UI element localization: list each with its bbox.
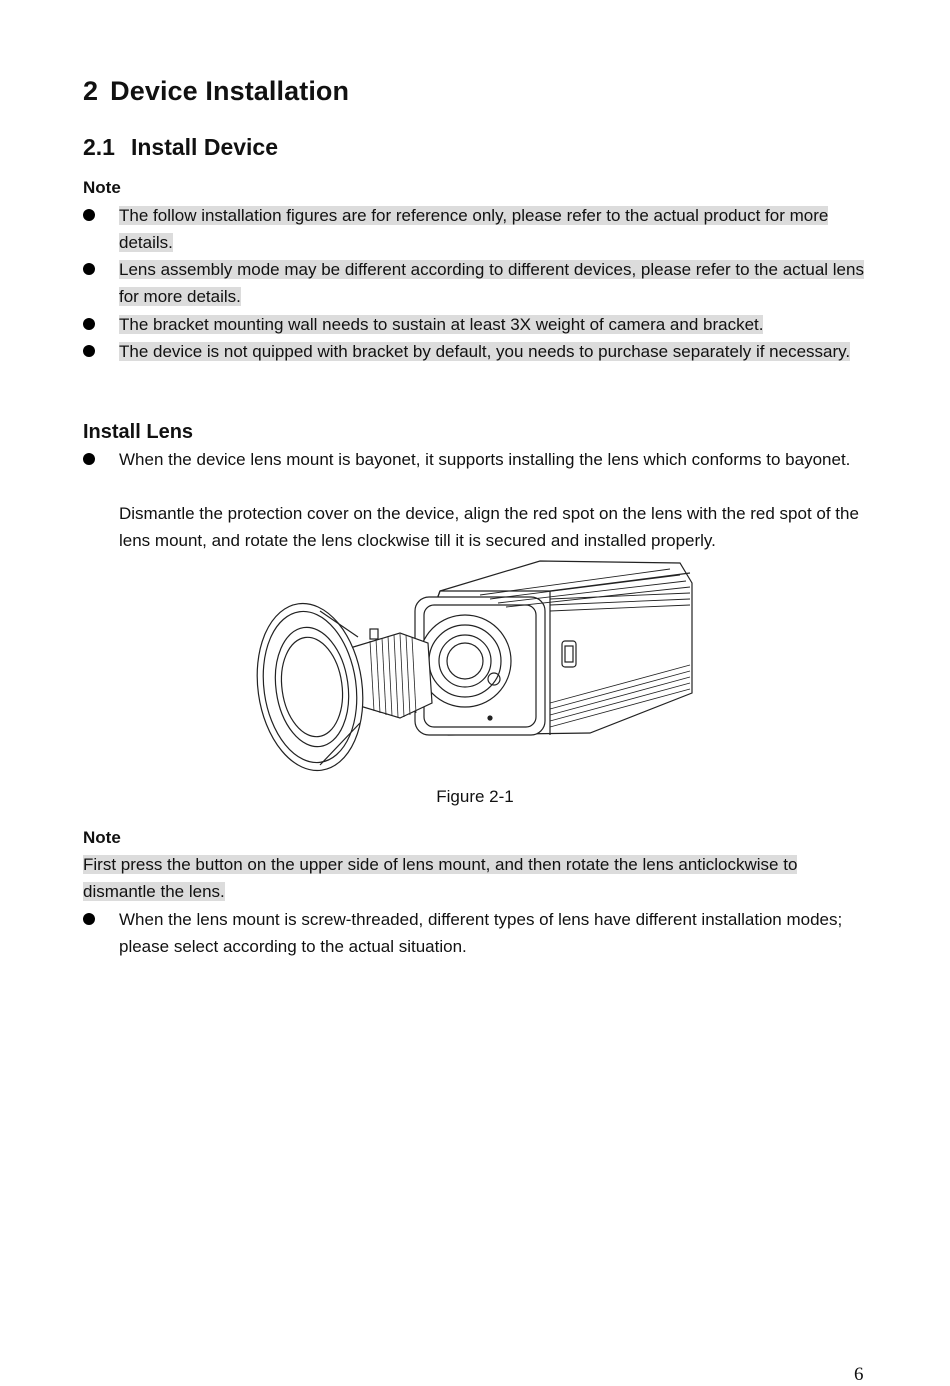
note-item [119, 338, 869, 365]
bullet-dot [83, 318, 95, 330]
section-heading [83, 134, 278, 161]
note-label: Note [83, 178, 121, 197]
chapter-title: Device Installation [110, 76, 350, 106]
install-lens-bullet: When the device lens mount is bayonet, it supports installing the lens which conforms to bayonet. [119, 450, 851, 469]
note-item-text: Lens assembly mode may be different according to different devices, please refer to the actual lens for more details. [119, 260, 864, 306]
bullet-dot [83, 209, 95, 221]
note-label: Note [83, 828, 121, 847]
bullet-dot [83, 913, 95, 925]
note-item-text: The device is not quipped with bracket by default, you needs to purchase separately if necessary. [119, 342, 851, 361]
bullet-dot [83, 263, 95, 275]
note-item [119, 202, 869, 256]
note-item-text: The follow installation figures are for reference only, please refer to the actual product for more details. [119, 206, 829, 252]
screw-thread-bullet: When the lens mount is screw-threaded, different types of lens have different installation modes; please select according to the actual situation. [119, 910, 843, 956]
install-lens-paragraph: Dismantle the protection cover on the device, align the red spot on the lens with the red spot of the lens mount, and rotate the lens clockwise till it is secured and installed properly. [119, 504, 859, 550]
note-item [119, 256, 869, 310]
section-title: Install Device [130, 134, 279, 160]
camera-lens-illustration [250, 553, 700, 775]
note-paragraph [83, 851, 873, 905]
bullet-dot [83, 345, 95, 357]
note-item-text: The bracket mounting wall needs to sustain at least 3X weight of camera and bracket. [119, 315, 764, 334]
section-number: 2.1 [83, 134, 115, 160]
install-lens-heading: Install Lens [83, 421, 194, 443]
figure-caption: Figure 2-1 [436, 787, 514, 806]
bullet-dot [83, 453, 95, 465]
note-paragraph-text: First press the button on the upper side of lens mount, and then rotate the lens anticlockwise to dismantle the lens. [83, 855, 798, 901]
chapter-number: 2 [83, 76, 99, 106]
chapter-heading [83, 76, 349, 107]
note-item [119, 311, 869, 338]
page-number: 6 [854, 1364, 864, 1385]
